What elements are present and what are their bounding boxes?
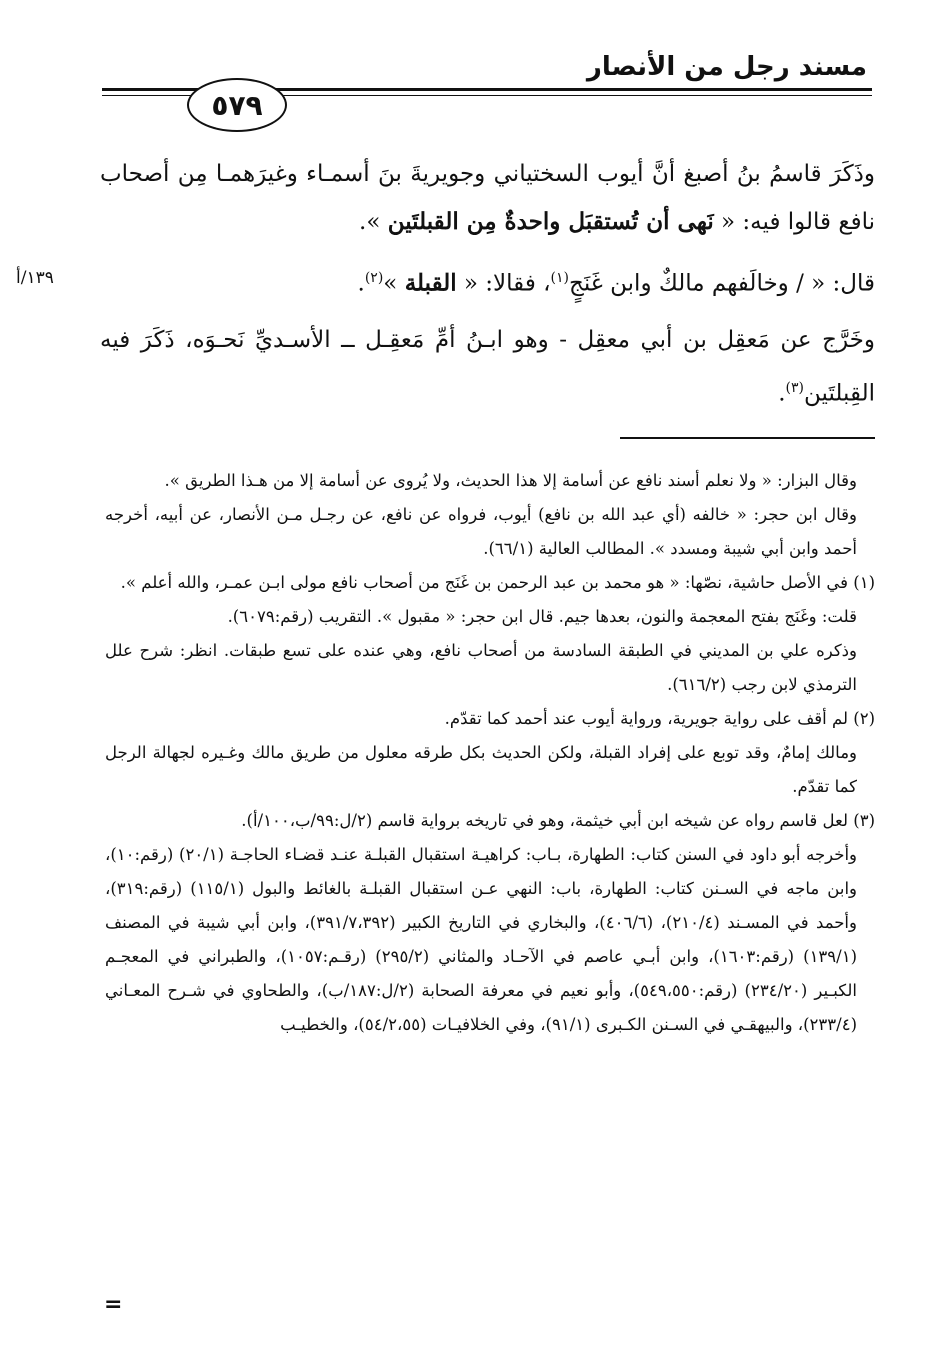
footnote-3: (٣) لعل قاسم رواه عن شيخه ابن أبي خيثمة، وهو في تاريخه برواية قاسم (٢/ل:٩٩/ب،١٠٠/أ).: [241, 811, 875, 830]
page-number-badge: [187, 78, 287, 132]
page-number: ٥٧٩: [211, 88, 263, 122]
footnote-2-number: (٢): [853, 709, 875, 728]
main-text: [100, 150, 875, 417]
footnotes: [105, 464, 875, 1042]
footnote-continuation-a: وقال البزار: « ولا نعلم أسند نافع عن أسامة إلا هذا الحديث، ولا يُروى عن أسامة إلا من هـذا الطريق ».: [164, 471, 857, 490]
footnote-continuation-b: وقال ابن حجر: « خالفه (أي عبد الله بن نافع) أيوب، فرواه عن نافع، عن رجـل مـن الأنصار، عن أبيه، أخرجه أحمد وابن أبي شيبة ومسدد ». المطالب العالية (٦٦/١).: [105, 505, 857, 558]
footnote-2: (٢) لم أقف على رواية جويرية، ورواية أيوب عند أحمد كما تقدّم.: [444, 709, 875, 728]
footnote-1-number: (١): [853, 573, 875, 592]
footnote-2-b: ومالك إمامٌ، وقد توبع على إفراد القبلة، ولكن الحديث بكل طرقه معلول من طريق مالك وغـيره لجهالة الرجل كما تقدّم.: [105, 743, 857, 796]
continuation-mark: =: [104, 1292, 123, 1317]
hadith-quote: نَهى أن تُستقبَل واحدةٌ مِن القبلتَين: [387, 208, 714, 235]
manuscript-folio-note: ١٣٩/أ: [16, 268, 54, 288]
footnote-1: (١) في الأصل حاشية، نصّها: « هو محمد بن عبد الرحمن بن غَنَج من أصحاب نافع مولى ابـن عمـر، والله أعلم ».: [120, 573, 875, 592]
main-paragraph-1: وذَكَرَ قاسمُ بنُ أصبغ أنَّ أيوب السختياني وجويريةَ بنَ أسمـاء وغيرَهمـا مِن أصحاب نافع قالوا فيه: « نَهى أن تُستقبَل واحدةٌ مِن القبلتَين ».: [100, 161, 875, 235]
footnote-ref-3: (٣): [785, 379, 805, 396]
main-paragraph-2: قال: « / وخالَفهم مالكٌ وابن غَنَجٍ$^{(١)}$، فقالا: « القبلة »$^{(٢)}$.: [357, 269, 875, 297]
footnote-1-c: وذكره علي بن المديني في الطبقة السادسة من أصحاب نافع، وهي عنده على تسع طبقات. انظر: شرح علل الترمذي لابن رجب (٦١٦/٢).: [105, 641, 857, 694]
footnote-separator: [620, 437, 875, 439]
footnote-ref-1: (١): [550, 270, 570, 286]
running-header-title: مسند رجل من الأنصار: [586, 52, 867, 82]
footnote-3-b: وأخرجه أبو داود في السنن كتاب: الطهارة، بـاب: كراهيـة استقبال القبلـة عنـد قضـاء الحاجـة (٢٠/١) (رقم:١٠)، وابن ماجه في السـنن كتاب: الطهارة، باب: النهي عـن استقبال القبلـة بالغائط والبول (١١٥/١) (رقم:٣١٩)، وأحمد في المسـند (٢١٠/٤)، (٤٠٦/٦)، والبخاري في التاريخ الكبير (٣٩١/٧،٣٩٢)، وابن أبي شيبة في المصنف (١٣٩/١) (رقم:١٦٠٣)، وابن أبـي عاصم في الآحـاد والمثاني (٢٩٥/٢) (رقـم:١٠٥٧)، والطبراني في المعجـم الكبـير (٢٣٤/٢٠) (رقم:٥٤٩،٥٥٠)، وأبو نعيم في معرفة الصحابة (٢/ل:١٨٧/ب)، والطحاوي في شـرح المعـاني (٢٣٣/٤)، والبيهقـي في السـنن الكـبرى (٩١/١)، وفي الخلافيـات (٥٤/٢،٥٥)، والخطيـب: [105, 845, 858, 1034]
main-paragraph-3: وخَرَّج عن مَعقِل بن أبي معقِل - وهو ابـنُ أمِّ مَعقِـل ــ الأسـديِّ نَحـوَه، ذَكَرَ فيه القِبلتَين$^{(٣)}$.: [100, 326, 875, 407]
footnote-1-b: قلت: وغَنَج بفتح المعجمة والنون، بعدها جيم. قال ابن حجر: « مقبول ». التقريب (رقم:٦٠٧٩).: [227, 607, 857, 626]
footnote-3-number: (٣): [853, 811, 875, 830]
qibla-word: القبلة: [404, 269, 457, 297]
footnote-ref-2: (٢): [364, 270, 384, 286]
